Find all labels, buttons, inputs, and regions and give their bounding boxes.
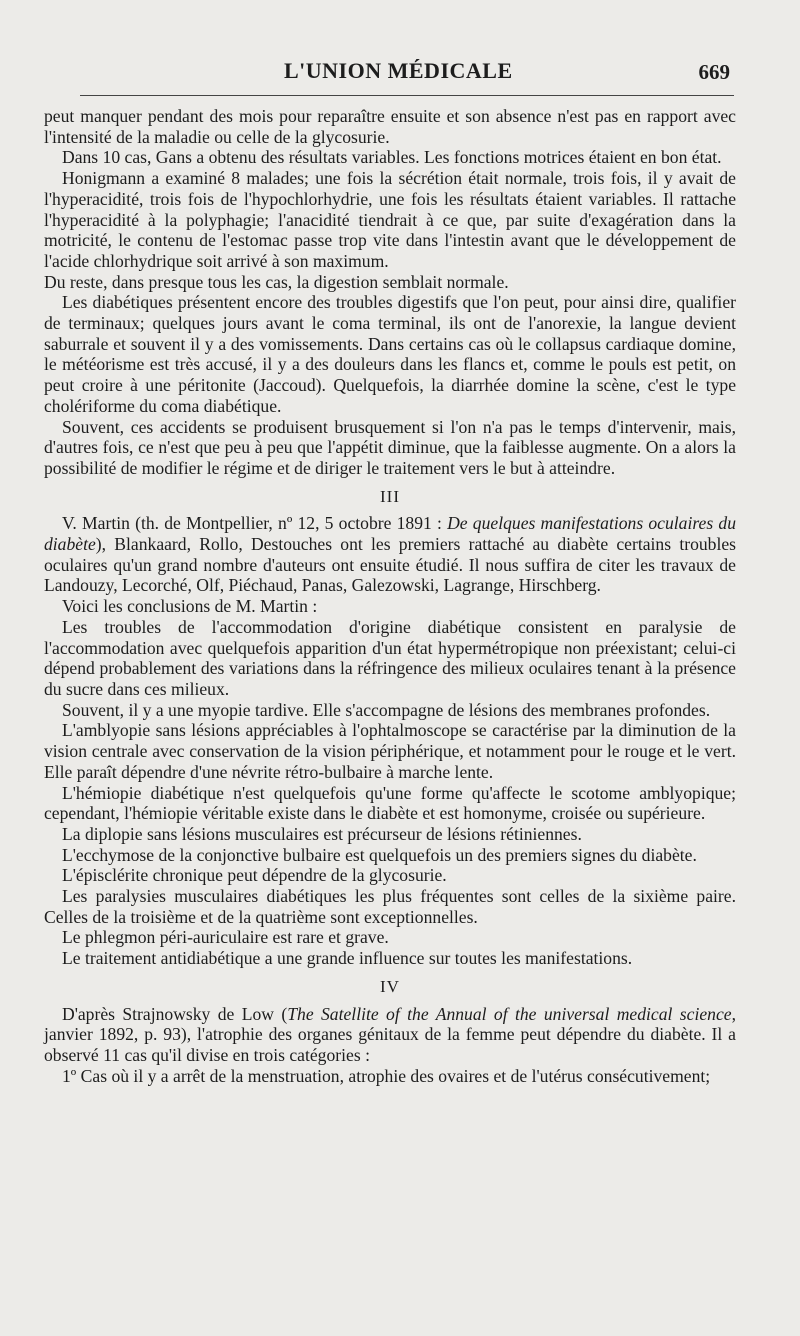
article-body — [44, 106, 736, 1086]
paragraph: L'ecchymose de la conjonctive bulbaire est quelquefois un des premiers signes du diabète. — [62, 844, 697, 865]
paragraph: Les diabétiques présentent encore des troubles digestifs que l'on peut, pour ainsi dire, qualifier de terminaux; quelques jours avant le coma terminal, ils ont de l'anorexie, la langue devient saburrale et souvent il y a des vomissements. Dans certains cas où le collapsus cardiaque domine, le météorisme est très accusé, il y a des douleurs dans les flancs et, comme le pouls est petit, on peut croire à une péritonite (Jaccoud). Quelquefois, la diarrhée domine la scène, c'est le type cholériforme du coma diabétique. — [44, 292, 736, 416]
citation-text: ), Blankaard, Rollo, Destouches ont les premiers rattaché au diabète certains troubles oculaires qu'un grand nombre d'auteurs ont ensuite étudié. Il nous suffira de citer les travaux de Landouzy, Lecorché, Olf, Piéchaud, Panas, Galezowski, Lagrange, Hirschberg. — [44, 534, 736, 596]
paragraph: Le phlegmon péri-auriculaire est rare et grave. — [62, 927, 389, 948]
paragraph-citation — [44, 1004, 736, 1066]
citation-title: De quelques manifestations oculaires du diabète — [44, 513, 736, 555]
paragraph: Honigmann a examiné 8 malades; une fois la sécrétion était normale, trois fois, il y avait de l'hyperacidité, trois fois de l'hypochlorhydrie, une fois les résultats étaient variables. Il rattache l'hyperacidité à la polyphagie; l'anacidité tiendrait à ce que, par suite d'exagération dans la motricité, le contenu de l'estomac passe trop vite dans l'intestin avant que le développement de l'acide chlorhydrique soit arrivé à son maximum. — [44, 168, 736, 271]
running-head — [46, 58, 730, 88]
paragraph: L'épisclérite chronique peut dépendre de la glycosurie. — [62, 865, 447, 886]
paragraph: L'hémiopie diabétique n'est quelquefois qu'une forme qu'affecte le scotome amblyopique; cependant, l'hémiopie véritable existe dans le diabète et est homonyme, croisée ou supérieure. — [44, 782, 736, 824]
paragraph: L'amblyopie sans lésions appréciables à l'ophtalmoscope se caractérise par la diminution de la vision centrale avec conservation de la vision périphérique, et notamment pour le rouge et le vert. Elle paraît dépendre d'une névrite rétro-bulbaire à marche lente. — [44, 720, 736, 782]
journal-title: L'UNION MÉDICALE — [284, 58, 513, 83]
citation-text: , janvier 1892, p. 93), l'atrophie des organes génitaux de la femme peut dépendre du diabète. Il a observé 11 cas qu'il divise en trois catégories : — [44, 1003, 736, 1065]
paragraph: Souvent, il y a une myopie tardive. Elle s'accompagne de lésions des membranes profondes. — [62, 699, 711, 720]
section-heading-3: III — [380, 486, 400, 506]
paragraph: Le traitement antidiabétique a une grande influence sur toutes les manifestations. — [62, 948, 633, 969]
citation-text: D'après Strajnowsky de Low ( — [62, 1003, 288, 1024]
paragraph-citation — [44, 513, 736, 596]
paragraph: 1º Cas où il y a arrêt de la menstruation, atrophie des ovaires et de l'utérus consécutivement; — [62, 1065, 711, 1086]
paragraph: Les paralysies musculaires diabétiques les plus fréquentes sont celles de la sixième paire. Celles de la troisième et de la quatrième sont exceptionnelles. — [44, 886, 736, 927]
paragraph: Souvent, ces accidents se produisent brusquement si l'on n'a pas le temps d'intervenir, mais, d'autres fois, ce n'est que peu à peu que l'appétit diminue, que la faiblesse augmente. On a alors la possibilité de modifier le régime et de diriger le traitement vers le but à atteindre. — [44, 416, 736, 478]
citation-title: The Satellite of the Annual of the universal medical science — [287, 1003, 732, 1024]
citation-text: V. Martin (th. de Montpellier, nº 12, 5 octobre 1891 : — [62, 513, 448, 534]
paragraph: Du reste, dans presque tous les cas, la digestion semblait normale. — [44, 271, 509, 292]
paragraph: Les troubles de l'accommodation d'origine diabétique consistent en paralysie de l'accommodation avec quelquefois apparition d'un état hypermétropique non préexistant; celui-ci dépend probablement des variations dans la réfringence des milieux oculaires tenant à la présence du sucre dans ces milieux. — [44, 616, 736, 699]
paragraph: Voici les conclusions de M. Martin : — [62, 596, 318, 617]
paragraph: Dans 10 cas, Gans a obtenu des résultats variables. Les fonctions motrices étaient en bon état. — [62, 147, 722, 168]
header-rule — [80, 95, 734, 96]
paragraph: peut manquer pendant des mois pour reparaître ensuite et son absence n'est pas en rapport avec l'intensité de la maladie ou celle de la glycosurie. — [44, 106, 736, 147]
section-heading-4: IV — [380, 976, 400, 996]
page-number: 669 — [698, 60, 730, 84]
paragraph: La diplopie sans lésions musculaires est précurseur de lésions rétiniennes. — [62, 823, 582, 844]
